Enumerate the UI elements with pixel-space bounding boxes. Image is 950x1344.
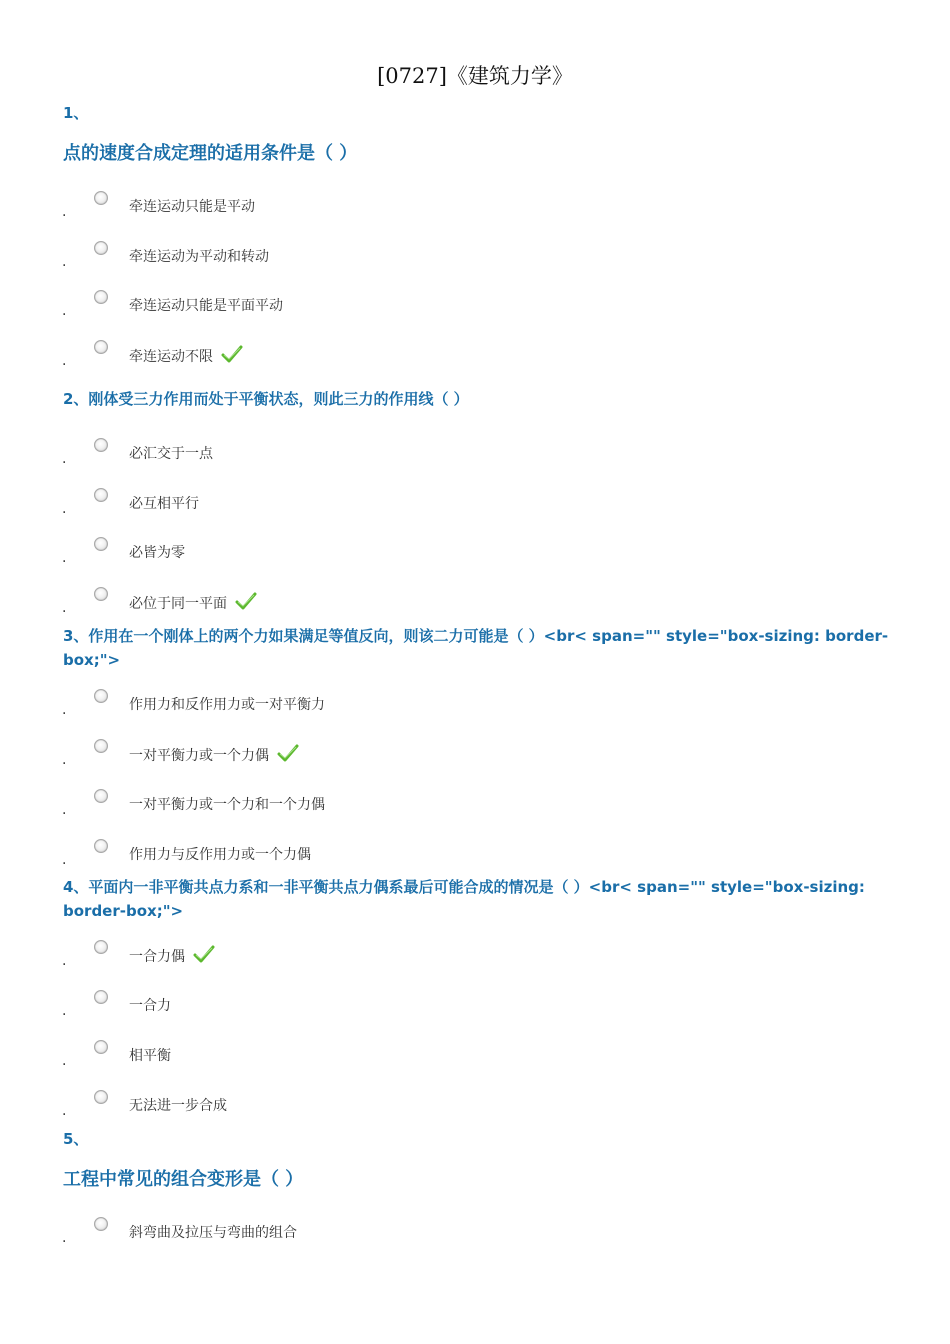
option-marker: . <box>62 303 67 319</box>
option-marker: . <box>62 752 67 768</box>
question-1-text: 点的速度合成定理的适用条件是（ ） <box>63 143 358 164</box>
question-4-option-1[interactable] <box>0 945 950 973</box>
option-marker: . <box>62 501 67 517</box>
option-marker: . <box>62 451 67 467</box>
question-1-option-4[interactable] <box>0 345 950 373</box>
radio-button-icon[interactable] <box>94 940 108 954</box>
option-label: 牵连运动只能是平动 <box>129 199 255 215</box>
option-label: 斜弯曲及拉压与弯曲的组合 <box>129 1225 297 1241</box>
question-3-option-2[interactable] <box>0 744 950 772</box>
question-1-option-1[interactable] <box>0 196 950 224</box>
option-marker: . <box>62 953 67 969</box>
question-2-option-3[interactable] <box>0 542 950 570</box>
question-2-option-1[interactable] <box>0 443 950 471</box>
option-marker: . <box>62 1230 67 1246</box>
option-label: 无法进一步合成 <box>129 1098 227 1114</box>
question-5-text: 工程中常见的组合变形是（ ） <box>63 1169 304 1190</box>
option-label: 一对平衡力或一个力偶 <box>129 748 269 764</box>
radio-button-icon[interactable] <box>94 1040 108 1054</box>
option-marker: . <box>62 802 67 818</box>
option-marker: . <box>62 600 67 616</box>
option-marker: . <box>62 353 67 369</box>
option-label: 牵连运动不限 <box>129 349 213 365</box>
radio-button-icon[interactable] <box>94 1217 108 1231</box>
question-3-option-1[interactable] <box>0 694 950 722</box>
radio-button-icon[interactable] <box>94 1090 108 1104</box>
radio-button-icon[interactable] <box>94 290 108 304</box>
question-5-number: 5、 <box>63 1130 89 1148</box>
radio-button-icon[interactable] <box>94 537 108 551</box>
option-label: 一合力 <box>129 998 171 1014</box>
question-5-option-1[interactable] <box>0 1222 950 1250</box>
question-4-text: 4、平面内一非平衡共点力系和一非平衡共点力偶系最后可能合成的情况是（ ）<br< span="" style="box-sizing: border-box;"> <box>63 878 865 920</box>
option-label: 相平衡 <box>129 1048 171 1064</box>
option-label: 牵连运动为平动和转动 <box>129 249 269 265</box>
option-marker: . <box>62 1003 67 1019</box>
option-label: 作用力与反作用力或一个力偶 <box>129 847 311 863</box>
option-marker: . <box>62 1053 67 1069</box>
check-mark-icon <box>235 592 257 610</box>
radio-button-icon[interactable] <box>94 789 108 803</box>
check-mark-icon <box>193 945 215 963</box>
option-marker: . <box>62 254 67 270</box>
radio-button-icon[interactable] <box>94 488 108 502</box>
radio-button-icon[interactable] <box>94 990 108 1004</box>
radio-button-icon[interactable] <box>94 689 108 703</box>
radio-button-icon[interactable] <box>94 340 108 354</box>
option-label: 牵连运动只能是平面平动 <box>129 298 283 314</box>
check-mark-icon <box>221 345 243 363</box>
option-marker: . <box>62 550 67 566</box>
question-3-option-4[interactable] <box>0 844 950 872</box>
question-4-option-2[interactable] <box>0 995 950 1023</box>
radio-button-icon[interactable] <box>94 839 108 853</box>
option-marker: . <box>62 204 67 220</box>
option-label: 必互相平行 <box>129 496 199 512</box>
question-2-option-2[interactable] <box>0 493 950 521</box>
page-title: [0727]《建筑力学》 <box>377 64 573 88</box>
question-4-option-3[interactable] <box>0 1045 950 1073</box>
question-2-option-4[interactable] <box>0 592 950 620</box>
option-label: 必位于同一平面 <box>129 596 227 612</box>
check-mark-icon <box>277 744 299 762</box>
question-4-option-4[interactable] <box>0 1095 950 1123</box>
radio-button-icon[interactable] <box>94 438 108 452</box>
question-1-option-2[interactable] <box>0 246 950 274</box>
question-1-number: 1、 <box>63 104 89 122</box>
radio-button-icon[interactable] <box>94 587 108 601</box>
option-label: 一合力偶 <box>129 949 185 965</box>
question-2-text: 2、刚体受三力作用而处于平衡状态，则此三力的作用线（ ） <box>63 390 469 408</box>
radio-button-icon[interactable] <box>94 241 108 255</box>
option-marker: . <box>62 852 67 868</box>
option-marker: . <box>62 1103 67 1119</box>
radio-button-icon[interactable] <box>94 739 108 753</box>
question-3-text: 3、作用在一个刚体上的两个力如果满足等值反向，则该二力可能是（ ）<br< span="" style="box-sizing: border-box;"> <box>63 627 889 669</box>
option-marker: . <box>62 702 67 718</box>
radio-button-icon[interactable] <box>94 191 108 205</box>
option-label: 作用力和反作用力或一对平衡力 <box>129 697 325 713</box>
question-3-option-3[interactable] <box>0 794 950 822</box>
option-label: 必汇交于一点 <box>129 446 213 462</box>
option-label: 必皆为零 <box>129 545 185 561</box>
option-label: 一对平衡力或一个力和一个力偶 <box>129 797 325 813</box>
question-1-option-3[interactable] <box>0 295 950 323</box>
